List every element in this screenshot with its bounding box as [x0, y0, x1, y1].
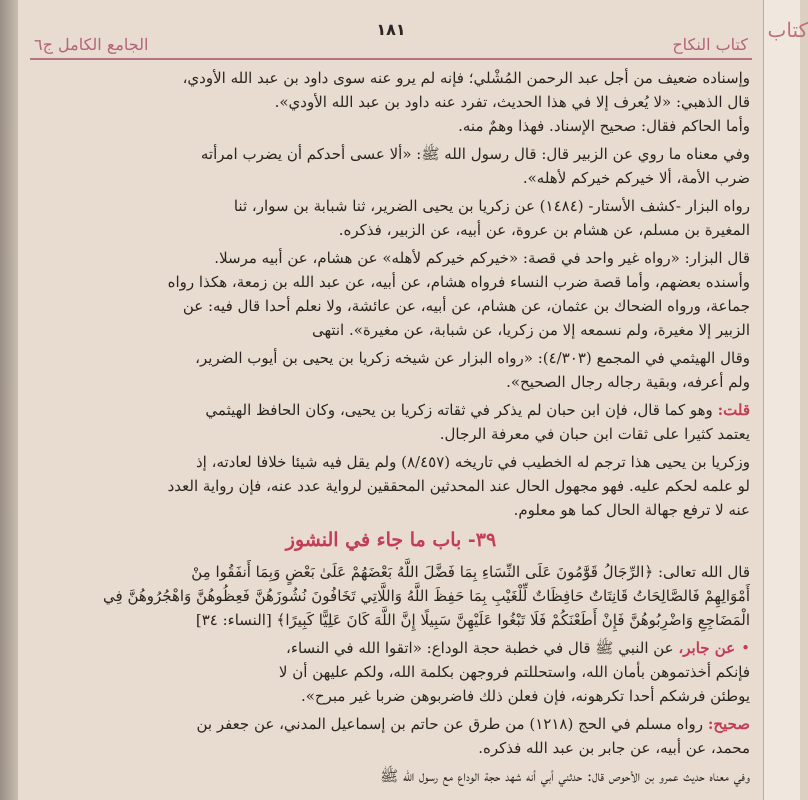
text-line: الزبير إلا مغيرة، ولم نسمعه إلا من زكريا، عن شبابة، عن مغيرة». انتهى	[311, 321, 750, 339]
hadith-text: عن النبي ﷺ قال في خطبة حجة الوداع: «اتقوا الله في النساء،	[286, 639, 674, 657]
paragraph-zakariya	[32, 450, 750, 522]
qult-text: وهو كما قال، فإن ابن حبان لم يذكر في ثقاته زكريا بن يحيى، وكان الحافظ الهيثمي	[205, 401, 713, 419]
text-line: وأما الحاكم فقال: صحيح الإسناد. فهذا وهمٌ منه.	[458, 117, 750, 135]
text-line: يعتمد كثيرا على ثقات ابن حبان في معرفة الرجال.	[439, 425, 750, 443]
paragraph-bazzar-qawl	[32, 246, 750, 342]
page-body	[32, 66, 750, 800]
paragraph-hadith-jabir	[32, 636, 750, 708]
book-page	[18, 0, 764, 800]
text-line: وفي معناه ما روي عن الزبير قال: قال رسول الله ﷺ: «ألا عسى أحدكم أن يضرب امرأته	[200, 145, 750, 163]
text-line: يوطئن فرشكم أحدا تكرهونه، فإن فعلن ذلك فاضربوهن ضربا غير مبرح».	[300, 687, 750, 705]
text-line: وإسناده ضعيف من أجل عبد الرحمن المُشْلي؛ فإنه لم يرو عنه سوى داود بن عبد الله الأودي،	[182, 69, 750, 87]
paragraph-bazzar-riwaya	[32, 194, 750, 242]
book-section: كتاب النكاح	[672, 35, 748, 54]
text-line: أَمْوَالِهِمْ فَالصَّالِحَاتُ قَانِتَاتٌ حَافِظَاتٌ لِّلْغَيْبِ بِمَا حَفِظَ اللَّهُ وَاللَّاتِي تَخَافُونَ نُشُوزَهُنَّ فَعِظُوهُنَّ وَاهْجُرُوهُنَّ فِي	[103, 587, 750, 605]
paragraph-qult	[32, 398, 750, 446]
quran-verse	[32, 560, 750, 632]
edge-text: كتاب	[767, 18, 808, 42]
text-line: وزكريا بن يحيى هذا ترجم له الخطيب في تاريخه (٨/٤٥٧) ولم يقل فيه شيئا خلافا لعادته، إذ	[195, 453, 750, 471]
next-page-edge	[763, 0, 808, 800]
chapter-heading: ٣٩- باب ما جاء في النشوز	[285, 529, 497, 551]
text-line: جماعة، ورواه الضحاك بن عثمان، عن هشام، عن أبيه، عن عائشة، ولا نعلم أحدا قال فيه: عن	[182, 297, 750, 315]
paragraph-zubair	[32, 142, 750, 190]
book-title: الجامع الكامل ج٦	[34, 35, 149, 54]
text-line	[32, 636, 750, 660]
text-line: فإنكم أخذتموهن بأمان الله، واستحللتم فروجهن بكلمة الله، ولكم عليهن أن لا	[278, 663, 750, 681]
page-header	[30, 22, 752, 60]
text-line: ضرب الأمة، ألا خيركم خيركم لأهله».	[522, 169, 750, 187]
text-line: ولم أعرفه، وبقية رجاله رجال الصحيح».	[506, 373, 750, 391]
text-line	[32, 712, 750, 736]
book-spine	[0, 0, 18, 800]
paragraph-isnad	[32, 66, 750, 138]
text-line: وقال الهيثمي في المجمع (٤/٣٠٣): «رواه البزار عن شيخه زكريا بن يحيى بن أيوب الضرير،	[195, 349, 750, 367]
text-line: قال الذهبي: «لا يُعرف إلا في هذا الحديث، تفرد عنه داود بن عبد الله الأودي».	[274, 93, 750, 111]
sahih-text: رواه مسلم في الحج (١٢١٨) من طرق عن حاتم بن إسماعيل المدني، عن جعفر بن	[196, 715, 704, 733]
qult-label: قلت:	[717, 401, 750, 419]
text-line: لو علمه لحكم عليه. فهو مجهول الحال عند المحدثين المحققين لرواية عدد عنه، فإن رواية العدد	[167, 477, 750, 495]
paragraph-sahih	[32, 712, 750, 760]
text-line: المغيرة بن مسلم، عن هشام بن عروة، عن أبيه، عن الزبير، فذكره.	[338, 221, 750, 239]
text-line: عنه لا ترفع جهالة الحال كما هو معلوم.	[513, 501, 750, 519]
text-line: محمد، عن أبيه، عن جابر بن عبد الله فذكره.	[478, 739, 750, 757]
text-line: قال البزار: «رواه غير واحد في قصة: «خيركم خيركم لأهله» عن هشام، عن أبيه مرسلا.	[214, 249, 750, 267]
text-line: وأسنده بعضهم، وأما قصة ضرب النساء فرواه هشام، عن أبيه، عن عبد الله بن زمعة، هكذا رواه	[167, 273, 750, 291]
bullet-icon: •	[741, 639, 750, 657]
page-number: ١٨١	[376, 20, 406, 39]
text-line	[32, 398, 750, 422]
text-line: رواه البزار -كشف الأستار- (١٤٨٤) عن زكريا بن يحيى الضرير، ثنا شبابة بن سوار، ثنا	[233, 197, 750, 215]
text-line: قال الله تعالى: ﴿الرِّجَالُ قَوَّٰمُونَ عَلَى النِّسَاءِ بِمَا فَضَّلَ اللَّهُ بَعْضَهُمْ عَلَىٰ بَعْضٍ وَبِمَا أَنفَقُوا مِنْ	[191, 563, 750, 581]
sahih-label: صحيح:	[707, 715, 750, 733]
paragraph-haythami	[32, 346, 750, 394]
hadith-label: عن جابر،	[678, 639, 736, 657]
text-line: الْمَضَاجِعِ وَاضْرِبُوهُنَّ فَإِنْ أَطَعْنَكُمْ فَلَا تَبْغُوا عَلَيْهِنَّ سَبِيلًا إِنَّ اللَّهَ كَانَ عَلِيًّا كَبِيرًا﴾ [النساء: ٣٤]	[195, 611, 750, 629]
text-line: وفي معناه حديث عمرو بن الأحوص قال: حدثني أبي أنه شهد حجة الوداع مع رسول الله ﷺ	[380, 767, 750, 785]
